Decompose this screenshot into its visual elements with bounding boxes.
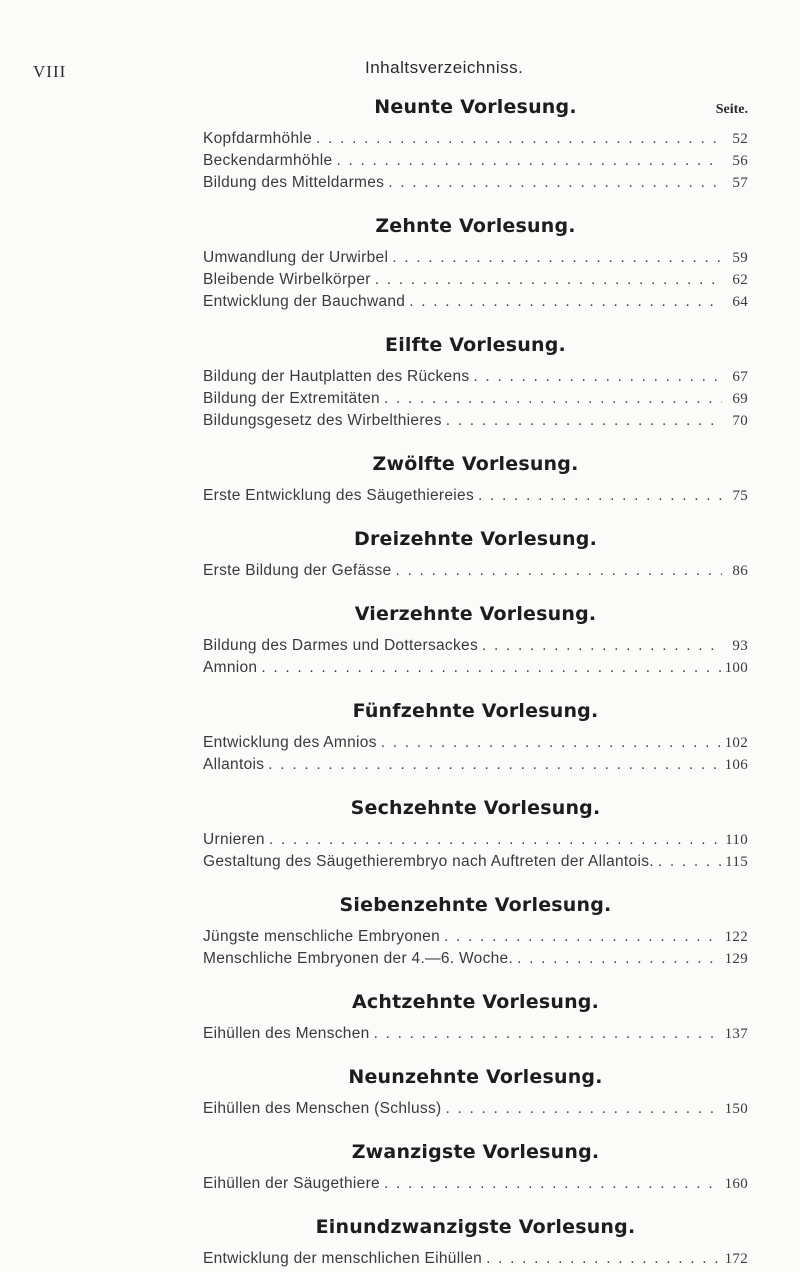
toc-entry	[203, 152, 748, 174]
dot-leader	[316, 130, 722, 148]
toc-section	[203, 1066, 748, 1122]
entry-title: Jüngste menschliche Embryonen	[203, 928, 441, 945]
section-spacer	[203, 1197, 748, 1216]
entry-title: Bildung der Extremitäten	[203, 390, 380, 407]
seite-label: Seite.	[715, 102, 748, 117]
toc-entry	[203, 1175, 748, 1197]
toc-section	[203, 96, 748, 196]
dot-leader	[388, 174, 722, 192]
toc-entry	[203, 950, 748, 972]
entry-page-number: 122	[724, 929, 748, 945]
section-heading: Neunte Vorlesung.	[374, 96, 577, 118]
section-heading-row	[203, 797, 748, 831]
dot-leader	[392, 249, 722, 267]
entry-page-number: 64	[732, 294, 748, 310]
entry-title: Eihüllen des Menschen	[203, 1025, 370, 1042]
entry-title: Menschliche Embryonen der 4.—6. Woche.	[203, 950, 514, 967]
section-heading-row	[203, 528, 748, 562]
section-heading-row	[203, 1141, 748, 1175]
dot-leader	[375, 271, 722, 289]
section-spacer	[203, 434, 748, 453]
toc-section	[203, 894, 748, 972]
entry-title: Bildung des Darmes und Dottersackes	[203, 637, 478, 654]
section-heading-row	[203, 334, 748, 368]
toc-entry	[203, 1250, 748, 1272]
section-spacer	[203, 778, 748, 797]
entry-title: Eihüllen des Menschen (Schluss)	[203, 1100, 442, 1117]
entry-page-number: 75	[732, 488, 748, 504]
page-number: VIII	[33, 62, 67, 81]
entry-title: Urnieren	[203, 831, 265, 848]
entry-page-number: 100	[724, 660, 748, 676]
section-heading-row	[203, 894, 748, 928]
toc-entry	[203, 1025, 748, 1047]
entry-title: Kopfdarmhöhle	[203, 130, 313, 147]
entry-page-number: 150	[724, 1101, 748, 1117]
entry-title: Bildung der Hautplatten des Rückens	[203, 368, 470, 385]
entry-page-number: 160	[724, 1176, 748, 1192]
toc-entry	[203, 487, 748, 509]
dot-leader	[446, 412, 722, 430]
toc-section	[203, 700, 748, 778]
section-heading: Dreizehnte Vorlesung.	[354, 528, 597, 550]
entry-page-number: 106	[724, 757, 748, 773]
toc-entry	[203, 659, 748, 681]
section-spacer	[203, 875, 748, 894]
toc-entry	[203, 412, 748, 434]
entry-page-number: 129	[724, 951, 748, 967]
toc-section	[203, 453, 748, 509]
dot-leader	[658, 853, 721, 871]
entry-page-number: 110	[725, 832, 748, 848]
toc-entry	[203, 734, 748, 756]
section-spacer	[203, 196, 748, 215]
dot-leader	[395, 562, 722, 580]
section-heading: Siebenzehnte Vorlesung.	[339, 894, 612, 916]
running-head: Inhaltsverzeichniss.	[365, 58, 524, 77]
dot-leader	[409, 293, 722, 311]
dot-leader	[486, 1250, 721, 1268]
entry-title: Bildung des Mitteldarmes	[203, 174, 385, 191]
dot-leader	[444, 928, 721, 946]
section-heading-row	[203, 1066, 748, 1100]
dot-leader	[384, 1175, 721, 1193]
entry-title: Entwicklung der menschlichen Eihüllen	[203, 1250, 483, 1267]
dot-leader	[482, 637, 722, 655]
entry-page-number: 52	[732, 131, 748, 147]
toc-section	[203, 215, 748, 315]
entry-title: Entwicklung der Bauchwand	[203, 293, 406, 310]
dot-leader	[268, 756, 720, 774]
section-spacer	[203, 1122, 748, 1141]
toc-entry	[203, 390, 748, 412]
toc-entry	[203, 293, 748, 315]
entry-page-number: 115	[725, 854, 748, 870]
entry-page-number: 86	[732, 563, 748, 579]
dot-leader	[445, 1100, 720, 1118]
dot-leader	[374, 1025, 721, 1043]
toc-entry	[203, 562, 748, 584]
entry-page-number: 137	[724, 1026, 748, 1042]
toc-entry	[203, 831, 748, 853]
section-spacer	[203, 681, 748, 700]
entry-title: Entwicklung des Amnios	[203, 734, 377, 751]
entry-page-number: 56	[732, 153, 748, 169]
dot-leader	[381, 734, 721, 752]
section-heading: Fünfzehnte Vorlesung.	[352, 700, 599, 722]
toc-entry	[203, 249, 748, 271]
entry-page-number: 69	[732, 391, 748, 407]
entry-title: Erste Entwicklung des Säugethiereies	[203, 487, 474, 504]
toc-entry	[203, 756, 748, 778]
entry-title: Gestaltung des Säugethierembryo nach Auftreten der Allantois.	[203, 853, 654, 870]
toc-entry	[203, 637, 748, 659]
section-heading-row	[203, 700, 748, 734]
section-heading-row	[203, 453, 748, 487]
entry-page-number: 102	[724, 735, 748, 751]
entry-title: Beckendarmhöhle	[203, 152, 333, 169]
entry-title: Umwandlung der Urwirbel	[203, 249, 389, 266]
toc-section	[203, 603, 748, 681]
section-heading: Neunzehnte Vorlesung.	[348, 1066, 603, 1088]
section-heading: Einundzwanzigste Vorlesung.	[315, 1216, 636, 1238]
toc-section	[203, 1141, 748, 1197]
section-heading-row	[203, 1216, 748, 1250]
section-spacer	[203, 972, 748, 991]
entry-page-number: 67	[732, 369, 748, 385]
entry-page-number: 62	[732, 272, 748, 288]
section-heading: Vierzehnte Vorlesung.	[354, 603, 597, 625]
dot-leader	[478, 487, 722, 505]
entry-title: Bleibende Wirbelkörper	[203, 271, 371, 288]
section-heading: Eilfte Vorlesung.	[385, 334, 566, 356]
section-heading-row	[203, 603, 748, 637]
section-heading: Zwanzigste Vorlesung.	[351, 1141, 600, 1163]
dot-leader	[336, 152, 722, 170]
dot-leader	[384, 390, 722, 408]
toc-section	[203, 797, 748, 875]
toc-entry	[203, 271, 748, 293]
section-heading: Zwölfte Vorlesung.	[372, 453, 579, 475]
entry-page-number: 172	[724, 1251, 748, 1267]
entry-title: Bildungsgesetz des Wirbelthieres	[203, 412, 442, 429]
entry-page-number: 59	[732, 250, 748, 266]
entry-title: Erste Bildung der Gefässe	[203, 562, 392, 579]
section-spacer	[203, 584, 748, 603]
entry-title: Allantois	[203, 756, 265, 773]
section-heading-row	[203, 991, 748, 1025]
section-heading: Sechzehnte Vorlesung.	[350, 797, 601, 819]
entry-title: Eihüllen der Säugethiere	[203, 1175, 380, 1192]
section-heading: Achtzehnte Vorlesung.	[351, 991, 600, 1013]
entry-page-number: 70	[732, 413, 748, 429]
toc-entry	[203, 130, 748, 152]
toc-entry	[203, 174, 748, 196]
toc-section	[203, 991, 748, 1047]
table-of-contents	[203, 96, 748, 1272]
section-spacer	[203, 509, 748, 528]
section-heading: Zehnte Vorlesung.	[375, 215, 576, 237]
toc-entry	[203, 853, 748, 875]
section-spacer	[203, 1047, 748, 1066]
section-spacer	[203, 315, 748, 334]
toc-section	[203, 334, 748, 434]
section-heading-row	[203, 215, 748, 249]
toc-section	[203, 1216, 748, 1272]
dot-leader	[261, 659, 720, 677]
toc-entry	[203, 1100, 748, 1122]
toc-section	[203, 528, 748, 584]
entry-page-number: 93	[732, 638, 748, 654]
dot-leader	[269, 831, 721, 849]
entry-title: Amnion	[203, 659, 258, 676]
section-heading-row	[203, 96, 748, 130]
dot-leader	[517, 950, 721, 968]
dot-leader	[473, 368, 722, 386]
toc-entry	[203, 928, 748, 950]
toc-entry	[203, 368, 748, 390]
entry-page-number: 57	[732, 175, 748, 191]
